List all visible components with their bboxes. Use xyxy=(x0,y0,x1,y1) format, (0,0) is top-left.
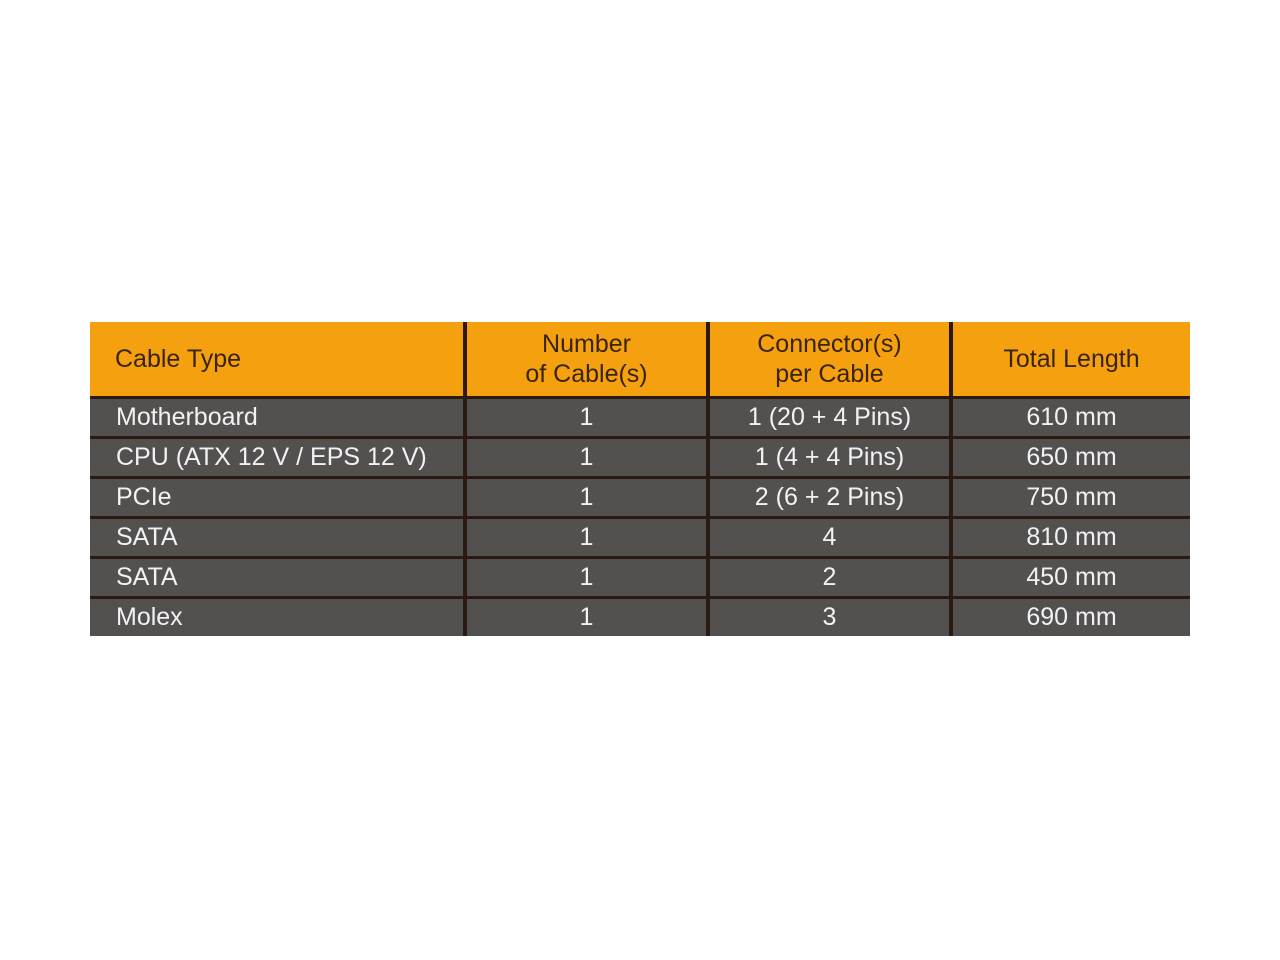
cell-cable-type: CPU (ATX 12 V / EPS 12 V) xyxy=(90,438,465,478)
table-row xyxy=(90,438,1190,478)
header-cable-type xyxy=(90,322,465,398)
cell-total-length: 450 mm xyxy=(951,558,1190,598)
cell-connectors: 1 (20 + 4 Pins) xyxy=(708,398,951,438)
header-text: Number xyxy=(542,330,631,358)
cell-number-of-cables: 1 xyxy=(465,478,708,518)
cable-spec-table xyxy=(90,322,1190,636)
header-text: per Cable xyxy=(775,360,884,388)
cell-total-length: 690 mm xyxy=(951,598,1190,637)
table-row xyxy=(90,558,1190,598)
cell-connectors: 2 (6 + 2 Pins) xyxy=(708,478,951,518)
header-connectors-per-cable xyxy=(708,322,951,398)
cell-connectors: 3 xyxy=(708,598,951,637)
cell-cable-type: Motherboard xyxy=(90,398,465,438)
cell-number-of-cables: 1 xyxy=(465,438,708,478)
cell-connectors: 4 xyxy=(708,518,951,558)
table-row xyxy=(90,398,1190,438)
header-text: of Cable(s) xyxy=(525,360,648,388)
table-row xyxy=(90,478,1190,518)
header-number-of-cables xyxy=(465,322,708,398)
cell-number-of-cables: 1 xyxy=(465,398,708,438)
cell-total-length: 750 mm xyxy=(951,478,1190,518)
header-text: Total Length xyxy=(1003,345,1140,373)
header-text: Cable Type xyxy=(115,345,242,373)
cell-cable-type: SATA xyxy=(90,518,465,558)
cell-number-of-cables: 1 xyxy=(465,598,708,637)
header-text: Connector(s) xyxy=(757,330,902,358)
cell-connectors: 1 (4 + 4 Pins) xyxy=(708,438,951,478)
cell-cable-type: Molex xyxy=(90,598,465,637)
cell-total-length: 650 mm xyxy=(951,438,1190,478)
cell-cable-type: PCIe xyxy=(90,478,465,518)
cell-number-of-cables: 1 xyxy=(465,518,708,558)
table-header-row xyxy=(90,322,1190,398)
cell-total-length: 610 mm xyxy=(951,398,1190,438)
cell-number-of-cables: 1 xyxy=(465,558,708,598)
cell-connectors: 2 xyxy=(708,558,951,598)
header-total-length xyxy=(951,322,1190,398)
table-row xyxy=(90,598,1190,637)
table-row xyxy=(90,518,1190,558)
cell-total-length: 810 mm xyxy=(951,518,1190,558)
cell-cable-type: SATA xyxy=(90,558,465,598)
